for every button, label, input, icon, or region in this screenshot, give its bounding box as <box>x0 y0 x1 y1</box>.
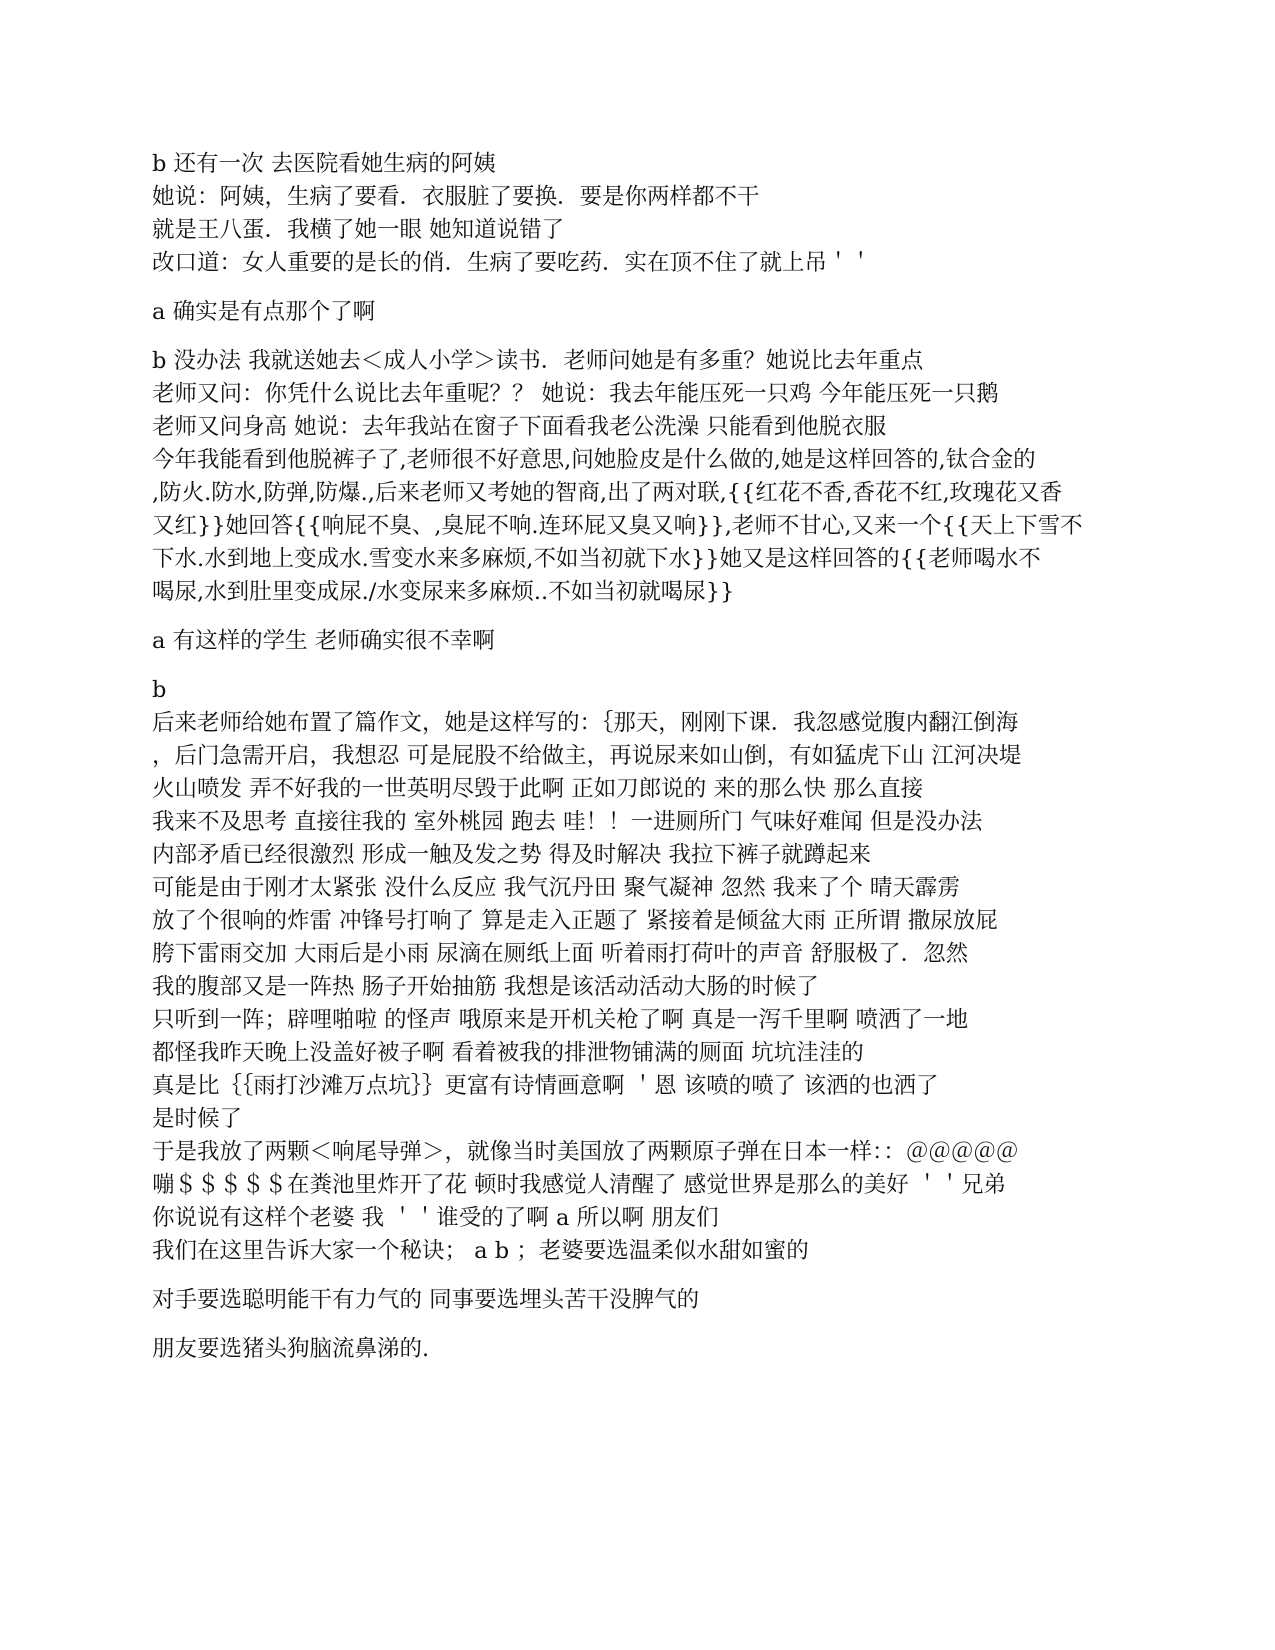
text-line: 胯下雷雨交加 大雨后是小雨 尿滴在厕纸上面 听着雨打荷叶的声音 舒服极了．忽然 <box>152 941 969 967</box>
paragraph <box>152 625 1142 658</box>
text-line: 我们在这里告诉大家一个秘诀； a b ；老婆要选温柔似水甜如蜜的 <box>152 1238 809 1264</box>
text-line: b 没办法 我就送她去＜成人小学＞读书．老师问她是有多重？她说比去年重点 <box>152 348 924 374</box>
paragraph <box>152 674 1142 1268</box>
paragraph <box>152 345 1142 609</box>
text-line: a 确实是有点那个了啊 <box>152 299 376 325</box>
text-line: 都怪我昨天晚上没盖好被子啊 看着被我的排泄物铺满的厕面 坑坑洼洼的 <box>152 1040 864 1066</box>
text-line: b <box>152 677 167 703</box>
text-line: 于是我放了两颗＜响尾导弹＞，就像当时美国放了两颗原子弹在日本一样：：＠＠＠＠＠ <box>152 1139 1019 1165</box>
text-line: 她说：阿姨，生病了要看．衣服脏了要换．要是你两样都不干 <box>152 184 760 210</box>
text-line: 火山喷发 弄不好我的一世英明尽毁于此啊 正如刀郎说的 来的那么快 那么直接 <box>152 776 924 802</box>
paragraph <box>152 148 1142 280</box>
text-line: a 有这样的学生 老师确实很不幸啊 <box>152 628 495 654</box>
text-line: 喝尿,水到肚里变成尿./水变尿来多麻烦..不如当初就喝尿}} <box>152 579 735 605</box>
text-line: 对手要选聪明能干有力气的 同事要选埋头苦干没脾气的 <box>152 1287 700 1313</box>
text-line: 下水.水到地上变成水.雪变水来多麻烦,不如当初就下水}}她又是这样回答的{{老师喝水不 <box>152 546 1041 572</box>
text-line: ，后门急需开启，我想忍 可是屁股不给做主，再说尿来如山倒，有如猛虎下山 江河决堤 <box>152 743 1022 769</box>
text-line: 又红}}她回答{{响屁不臭、,臭屁不响.连环屁又臭又响}},老师不甘心,又来一个{{天上下雪不 <box>152 513 1083 539</box>
text-line: 我的腹部又是一阵热 肠子开始抽筋 我想是该活动活动大肠的时候了 <box>152 974 819 1000</box>
text-line: 老师又问身高 她说：去年我站在窗子下面看我老公洗澡 只能看到他脱衣服 <box>152 414 887 440</box>
text-line: 我来不及思考 直接往我的 室外桃园 跑去 哇！！一进厕所门 气味好难闻 但是没办法 <box>152 809 983 835</box>
text-line: 后来老师给她布置了篇作文，她是这样写的：｛那天，刚刚下课．我忽感觉腹内翻江倒海 <box>152 710 1019 736</box>
paragraph <box>152 1333 1142 1366</box>
paragraph <box>152 1284 1142 1317</box>
text-line: 老师又问：你凭什么说比去年重呢？？ 她说：我去年能压死一只鸡 今年能压死一只鹅 <box>152 381 999 407</box>
text-line: 只听到一阵；辟哩啪啦 的怪声 哦原来是开机关枪了啊 真是一泻千里啊 喷洒了一地 <box>152 1007 969 1033</box>
text-line: 改口道：女人重要的是长的俏．生病了要吃药．实在顶不住了就上吊＇＇ <box>152 250 873 276</box>
text-line: 朋友要选猪头狗脑流鼻涕的. <box>152 1336 430 1362</box>
text-line: b 还有一次 去医院看她生病的阿姨 <box>152 151 496 177</box>
text-line: ,防火.防水,防弹,防爆.,后来老师又考她的智商,出了两对联,{{红花不香,香花不红,玫瑰花又香 <box>152 480 1063 506</box>
text-line: 嘣＄＄＄＄＄在粪池里炸开了花 顿时我感觉人清醒了 感觉世界是那么的美好 ＇＇兄弟 <box>152 1172 1006 1198</box>
text-line: 放了个很响的炸雷 冲锋号打响了 算是走入正题了 紧接着是倾盆大雨 正所谓 撒尿放屁 <box>152 908 998 934</box>
text-line: 是时候了 <box>152 1106 243 1132</box>
text-line: 就是王八蛋．我横了她一眼 她知道说错了 <box>152 217 565 243</box>
text-line: 今年我能看到他脱裤子了,老师很不好意思,问她脸皮是什么做的,她是这样回答的,钛合金的 <box>152 447 1036 473</box>
document-body <box>152 148 1142 1382</box>
text-line: 你说说有这样个老婆 我 ＇＇谁受的了啊 a 所以啊 朋友们 <box>152 1205 719 1231</box>
text-line: 真是比｛｛雨打沙滩万点坑｝｝更富有诗情画意啊 ＇恩 该喷的喷了 该洒的也洒了 <box>152 1073 939 1099</box>
text-line: 内部矛盾已经很激烈 形成一触及发之势 得及时解决 我拉下裤子就蹲起来 <box>152 842 871 868</box>
text-line: 可能是由于刚才太紧张 没什么反应 我气沉丹田 聚气凝神 忽然 我来了个 晴天霹雳 <box>152 875 960 901</box>
paragraph <box>152 296 1142 329</box>
